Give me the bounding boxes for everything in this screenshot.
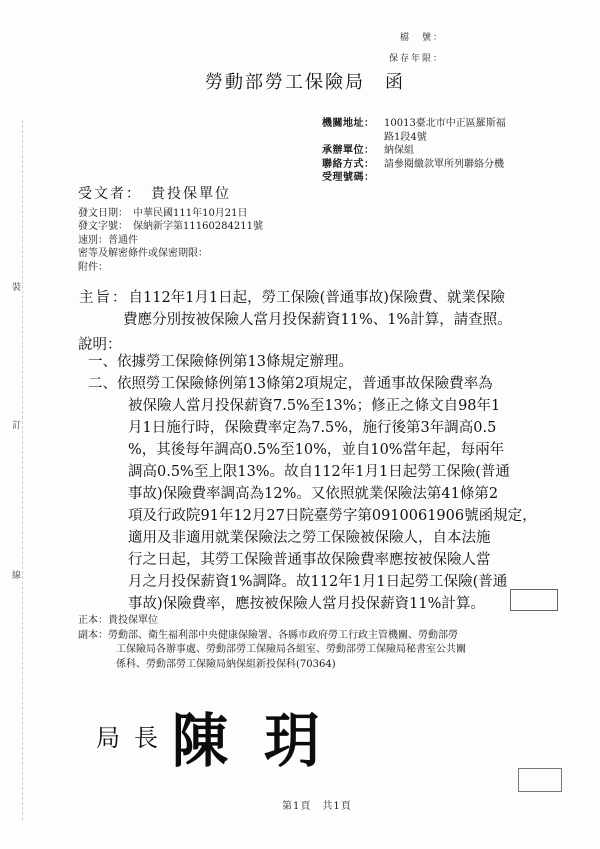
subject-line-1: 自112年1月1日起，勞工保險(普通事故)保險費、就業保險	[128, 290, 505, 306]
binding-mark-staple: 訂	[12, 421, 22, 431]
copy-line-2: 工保險局各辦事處、勞動部勞工保險局各組室、勞動部勞工保險局秘書室公共關	[116, 644, 466, 656]
item2-line: 月1日施行時，保險費率定為7.5%，施行後第3年調高0.5	[128, 420, 497, 436]
seal-stamp	[510, 589, 558, 611]
seal-stamp-2	[518, 768, 562, 792]
unit-value: 納保組	[384, 145, 414, 157]
unit-label: 承辦單位：	[322, 145, 375, 157]
item2-line: 事故)保險費率，應按被保險人當月投保薪資11%計算。	[128, 596, 485, 612]
item2-line: 調高0.5%至上限13%。故自112年1月1日起勞工保險(普通	[128, 464, 510, 480]
receipt-label: 受理號碼：	[322, 172, 375, 184]
contact-label: 聯絡方式：	[322, 158, 375, 170]
subject-label: 主旨：	[79, 290, 129, 306]
address-label: 機關地址：	[322, 118, 375, 129]
binding-line	[22, 120, 23, 820]
address-value-1: 10013臺北市中正區羅斯福	[384, 118, 506, 129]
recipient: 受文者： 貴投保單位	[78, 186, 231, 202]
document-title: 勞動部勞工保險局 函	[205, 72, 405, 93]
signature-title: 局長	[96, 724, 172, 752]
distribution	[78, 614, 466, 672]
file-no-label: 檔 號：	[399, 33, 444, 43]
original-recipient: 正本：貴投保單位	[78, 615, 158, 626]
doc-number: 發文字號： 保納新字第11160284211號	[78, 221, 263, 233]
item2-line: 適用及非適用就業保險法之勞工保險被保險人，自本法施	[128, 530, 491, 546]
item2-line: 月之月投保薪資1%調降。故112年1月1日起勞工保險(普通	[128, 574, 508, 590]
copy-line-3: 係科、勞動部勞工保險局納保組新投保科(70364)	[116, 658, 336, 670]
retention-label: 保存年限：	[388, 54, 444, 64]
issue-date: 發文日期： 中華民國111年10月21日	[78, 208, 248, 219]
address-value-2: 路1段4號	[384, 131, 427, 143]
item2-line: 被保險人當月投保薪資7.5%至13%；修正之條文自98年1	[128, 398, 501, 414]
binding-mark-bind: 裝	[12, 283, 22, 293]
security-level: 密等及解密條件或保密期限：	[78, 248, 208, 260]
binding-mark-line: 線	[12, 571, 22, 581]
speed: 速別：普通件	[78, 234, 138, 246]
copy-line-1: 副本：勞動部、衛生福利部中央健康保險署、各縣市政府勞工行政主管機關、勞動部勞	[78, 629, 458, 641]
item2-line: 行之日起，其勞工保險普通事故保險費率應按被保險人當	[128, 552, 491, 568]
attachment: 附件：	[78, 261, 108, 273]
item2-line: 事故)保險費率調高為12%。又依照就業保險法第41條第2	[128, 486, 499, 502]
subject-line-2: 費應分別按被保險人當月投保薪資11%、1%計算，請查照。	[123, 312, 512, 328]
item2-line: 項及行政院91年12月27日院臺勞字第0910061906號函規定，	[128, 508, 537, 524]
sender-info	[322, 117, 506, 185]
contact-value: 請參閱繳款單所列聯絡分機	[384, 158, 504, 170]
explanation-item-1: 一、依據勞工保險條例第13條規定辦理。	[88, 354, 353, 370]
subject	[79, 287, 512, 331]
page-number: 第1頁 共1頁	[282, 801, 352, 812]
signature-name: 陳玥	[172, 706, 356, 776]
file-info	[372, 28, 444, 70]
item2-line: %，其後每年調高0.5%至10%，並自10%當年起，每兩年	[128, 442, 505, 458]
item2-first-line: 二、依照勞工保險條例第13條第2項規定，普通事故保險費率為	[88, 376, 493, 392]
document-meta	[78, 207, 263, 274]
explanation-item-2	[88, 373, 537, 615]
explanation-label: 說明：	[78, 337, 122, 353]
